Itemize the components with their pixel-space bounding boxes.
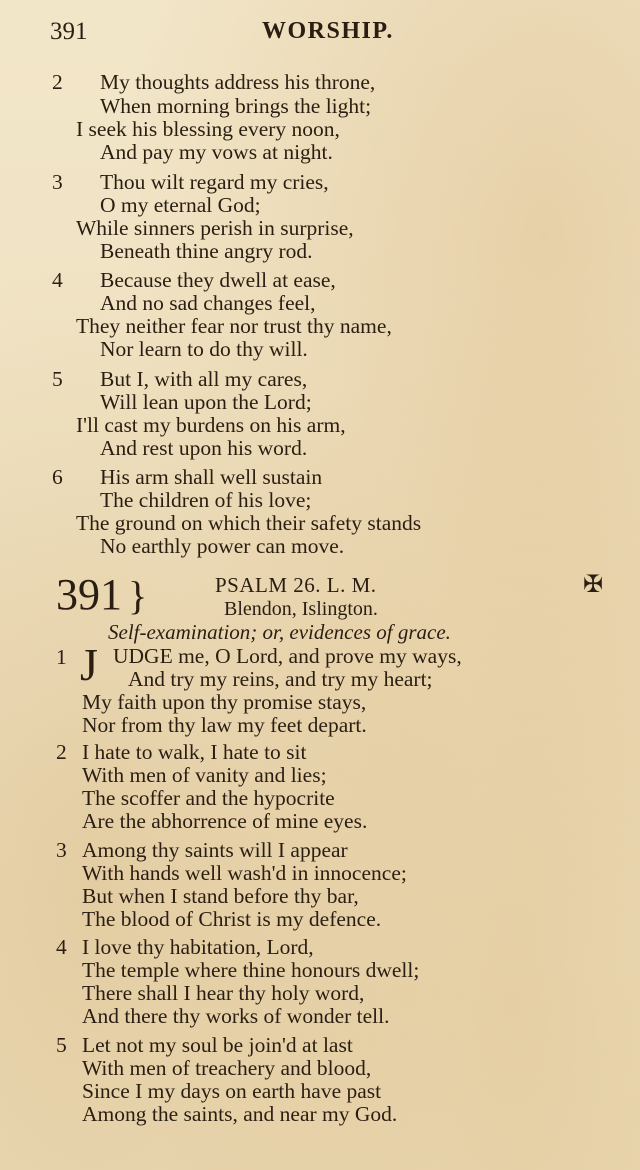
verse-line: The blood of Christ is my defence. xyxy=(82,907,382,931)
verse-line: Among thy saints will I appear xyxy=(82,838,348,862)
verse-line: With hands well wash'd in innocence; xyxy=(82,861,407,885)
verse-line: The ground on which their safety stands xyxy=(76,511,422,535)
verse-line: My faith upon thy promise stays, xyxy=(82,690,367,714)
verse-line: I hate to walk, I hate to sit xyxy=(82,740,307,764)
verse-line: Thou wilt regard my cries, xyxy=(100,170,329,194)
verse-line: And rest upon his word. xyxy=(100,436,308,460)
verse-line: I seek his blessing every noon, xyxy=(76,117,340,141)
verse-line: Let not my soul be join'd at last xyxy=(82,1033,353,1057)
psalm-title: PSALM 26. L. M. xyxy=(215,573,377,597)
verse-line: And pay my vows at night. xyxy=(100,140,333,164)
verse-line: The children of his love; xyxy=(100,488,312,512)
stanza-number: 1 xyxy=(56,645,67,669)
verse-line: O my eternal God; xyxy=(100,193,261,217)
stanza-number: 2 xyxy=(52,70,63,94)
page-title: WORSHIP. xyxy=(262,18,394,44)
stanza-number: 6 xyxy=(52,465,63,489)
verse-line: The temple where thine honours dwell; xyxy=(82,958,420,982)
verse-line: UDGE me, O Lord, and prove my ways, xyxy=(113,644,462,668)
stanza-number: 3 xyxy=(56,838,67,862)
verse-line: My thoughts address his throne, xyxy=(100,70,376,94)
tune-names: Blendon, Islington. xyxy=(224,598,378,620)
verse-line: Nor from thy law my feet depart. xyxy=(82,713,367,737)
verse-line: But I, with all my cares, xyxy=(100,367,308,391)
ornament-icon: ✠ xyxy=(583,572,604,598)
verse-line: His arm shall well sustain xyxy=(100,465,323,489)
verse-line: No earthly power can move. xyxy=(100,534,345,558)
page-number: 391 xyxy=(50,18,88,45)
verse-line: The scoffer and the hypocrite xyxy=(82,786,335,810)
verse-line: Are the abhorrence of mine eyes. xyxy=(82,809,368,833)
hymn-subject: Self-examination; or, evidences of grace. xyxy=(108,620,451,644)
stanza-number: 2 xyxy=(56,740,67,764)
verse-line: While sinners perish in surprise, xyxy=(76,216,354,240)
stanza-number: 4 xyxy=(56,935,67,959)
stanza-number: 5 xyxy=(52,367,63,391)
stanza-number: 4 xyxy=(52,268,63,292)
verse-line: Will lean upon the Lord; xyxy=(100,390,312,414)
stanza-number: 3 xyxy=(52,170,63,194)
verse-line: Beneath thine angry rod. xyxy=(100,239,313,263)
brace: } xyxy=(128,573,148,618)
verse-line: And try my reins, and try my heart; xyxy=(128,667,433,691)
verse-line: I'll cast my burdens on his arm, xyxy=(76,413,346,437)
verse-line: And there thy works of wonder tell. xyxy=(82,1004,390,1028)
verse-line: With men of vanity and lies; xyxy=(82,763,327,787)
verse-line: With men of treachery and blood, xyxy=(82,1056,372,1080)
verse-line: When morning brings the light; xyxy=(100,94,372,118)
verse-line: Nor learn to do thy will. xyxy=(100,337,308,361)
stanza-number: 5 xyxy=(56,1033,67,1057)
page-header xyxy=(0,18,640,52)
verse-line: Since I my days on earth have past xyxy=(82,1079,382,1103)
verse-line: I love thy habitation, Lord, xyxy=(82,935,314,959)
verse-line: There shall I hear thy holy word, xyxy=(82,981,365,1005)
verse-line: But when I stand before thy bar, xyxy=(82,884,359,908)
verse-line: They neither fear nor trust thy name, xyxy=(76,314,392,338)
verse-line: Because they dwell at ease, xyxy=(100,268,336,292)
hymn-number: 391 xyxy=(56,570,122,619)
drop-cap: J xyxy=(80,639,98,690)
verse-line: Among the saints, and near my God. xyxy=(82,1102,398,1126)
verse-line: And no sad changes feel, xyxy=(100,291,316,315)
